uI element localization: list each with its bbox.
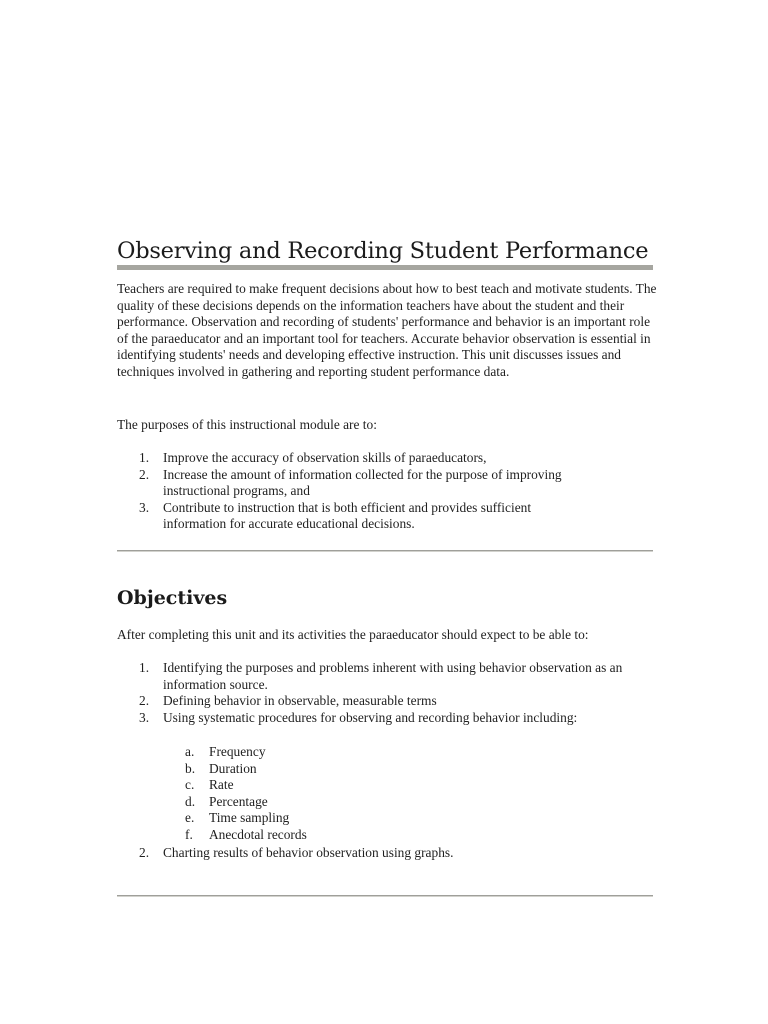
sub-list-item-text: Percentage (209, 793, 268, 809)
sub-list-item (117, 761, 417, 778)
list-number: 1. (139, 450, 150, 465)
list-letter: b. (185, 760, 196, 776)
section-divider (117, 895, 653, 897)
purposes-lead: The purposes of this instructional module are to: (117, 417, 377, 432)
list-letter: d. (185, 793, 196, 809)
list-item-text: Identifying the purposes and problems inherent with using behavior observation as an information source. (163, 660, 623, 692)
list-letter: f. (185, 826, 193, 842)
objectives-lead: After completing this unit and its activities the paraeducator should expect to be able to: (117, 627, 589, 642)
sub-list-item-text: Rate (209, 777, 234, 793)
list-letter: a. (185, 744, 195, 759)
sub-list-item (117, 827, 417, 844)
intro-paragraph: Teachers are required to make frequent decisions about how to best teach and motivate students. The quality of these decisions depends on the information teachers have about the student and their performance. Observation and recording of students' performance and behavior is an important role of the paraeducator and an important tool for teachers. Accurate behavior observation is essential in identifying students' needs and developing effective instruction. This unit discusses issues and techniques involved in gathering and reporting student performance data. (117, 281, 657, 379)
sub-list-item (117, 810, 417, 827)
sub-list-item-text: Time sampling (209, 810, 290, 826)
list-item (117, 450, 597, 467)
list-number: 2. (139, 693, 150, 709)
list-number: 1. (139, 660, 150, 675)
list-letter: c. (185, 777, 195, 793)
sub-list-item-text: Duration (209, 760, 257, 776)
list-item-text: Improve the accuracy of observation skills of paraeducators, (163, 450, 487, 465)
sub-list-item (117, 777, 417, 794)
sub-list-item-text: Anecdotal records (209, 826, 307, 842)
list-letter: e. (185, 810, 195, 826)
list-item (117, 467, 597, 500)
objectives-heading: Objectives (117, 587, 228, 609)
list-item (117, 845, 657, 862)
sub-list-item (117, 794, 417, 811)
list-number: 2. (139, 466, 150, 482)
sub-list-item (117, 744, 417, 761)
list-number: 3. (139, 709, 150, 725)
list-item (117, 710, 657, 727)
list-item-text: Using systematic procedures for observing and recording behavior including: (163, 709, 578, 725)
list-item-text: Charting results of behavior observation using graphs. (163, 845, 454, 860)
list-item (117, 660, 657, 693)
list-number: 2. (139, 845, 150, 860)
list-item-text: Increase the amount of information collected for the purpose of improving instructional programs, and (163, 466, 562, 499)
objectives-list (117, 660, 657, 726)
list-item-text: Contribute to instruction that is both efficient and provides sufficient information for accurate educational decisions. (163, 499, 532, 532)
purposes-list (117, 450, 597, 533)
section-divider (117, 550, 653, 552)
sub-list-item-text: Frequency (209, 744, 266, 759)
list-item (117, 693, 657, 710)
objectives-list-continued (117, 845, 657, 862)
list-item (117, 500, 597, 533)
list-number: 3. (139, 499, 150, 515)
page-title: Observing and Recording Student Performance (117, 238, 649, 264)
recording-methods-list (117, 744, 417, 844)
title-underline (117, 265, 653, 270)
list-item-text: Defining behavior in observable, measurable terms (163, 693, 437, 709)
